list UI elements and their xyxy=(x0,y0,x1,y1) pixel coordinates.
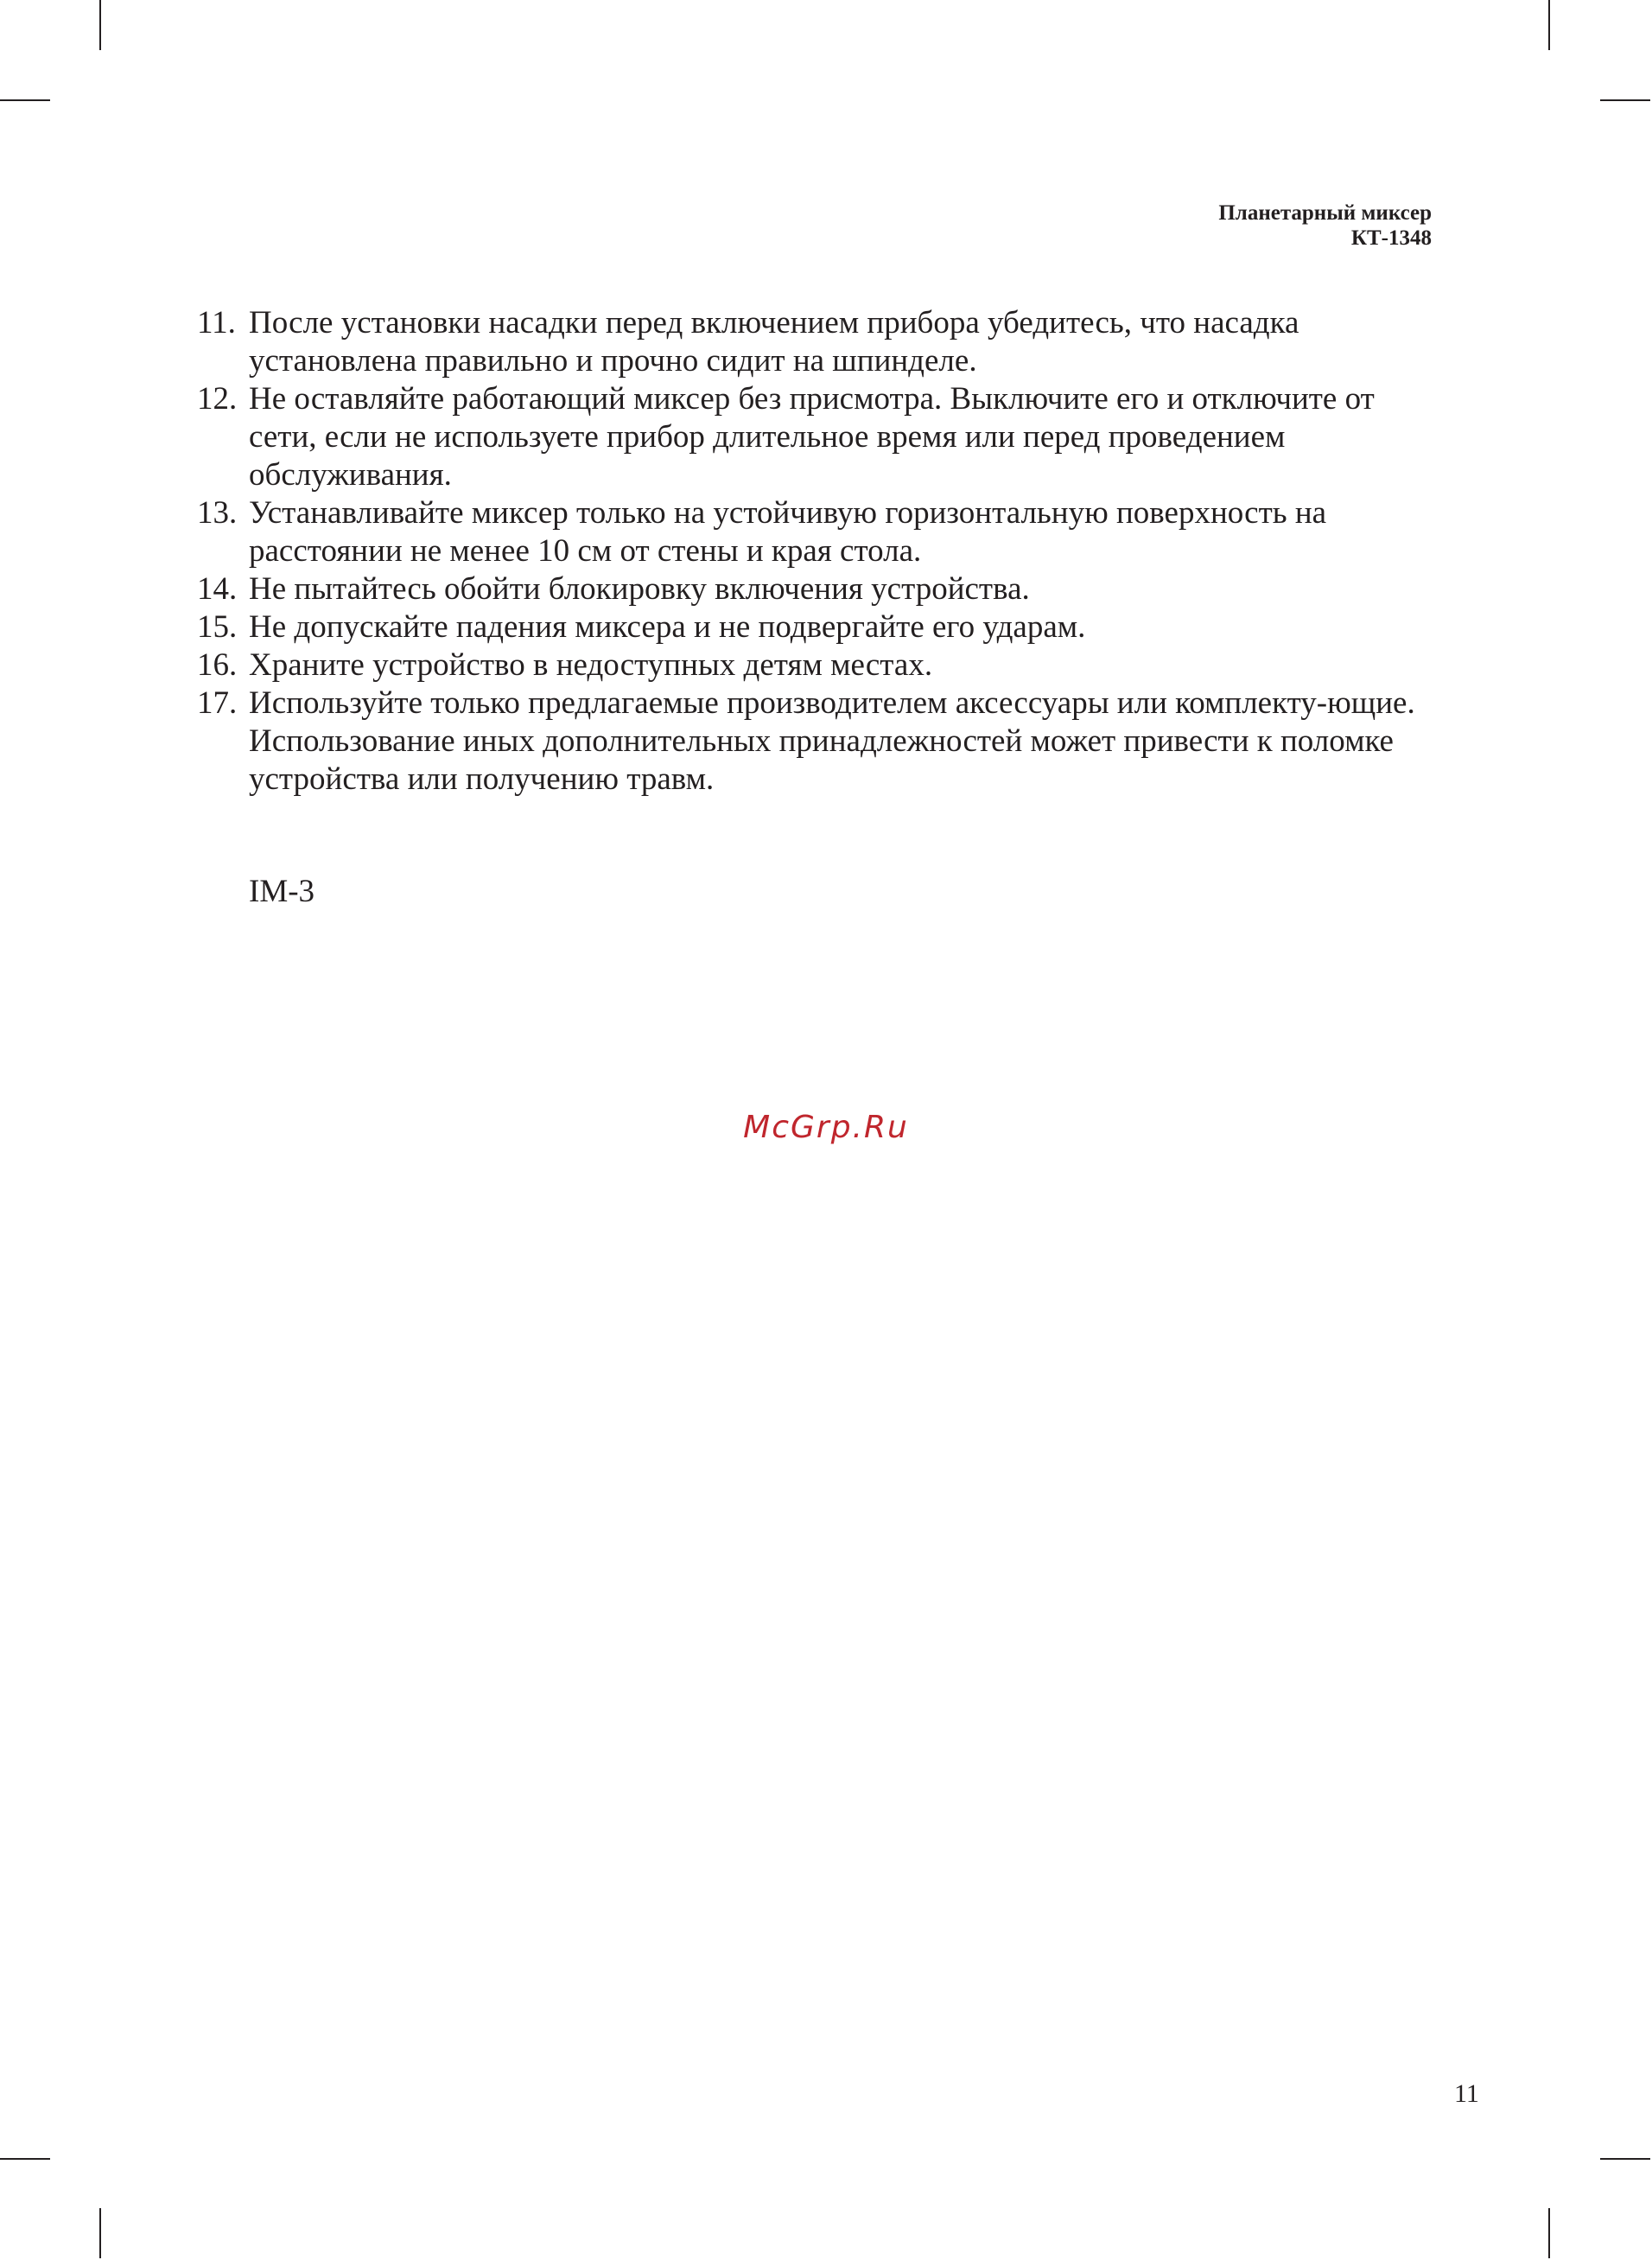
crop-mark-top-right-vertical xyxy=(1548,0,1550,50)
page-header xyxy=(1218,201,1432,251)
item-text: Используйте только предлагаемые производителем аксессуары или комплекту-ющие. Использование иных дополнительных принадлежностей может привести к поломке устройства или получению травм. xyxy=(249,685,1415,797)
product-name: Планетарный миксер xyxy=(1218,201,1432,225)
list-item xyxy=(197,570,1441,608)
crop-mark-bottom-left-horizontal xyxy=(0,2158,50,2160)
item-text: Не пытайтесь обойти блокировку включения устройства. xyxy=(249,571,1030,607)
safety-instructions-list xyxy=(197,304,1441,799)
item-number: 16. xyxy=(197,647,238,683)
list-item xyxy=(197,494,1441,570)
item-number: 13. xyxy=(197,495,238,531)
crop-mark-top-right-horizontal xyxy=(1600,99,1650,101)
item-number: 17. xyxy=(197,685,238,721)
item-number: 15. xyxy=(197,609,238,645)
list-item xyxy=(197,684,1441,799)
item-number: 11. xyxy=(197,305,236,341)
list-item xyxy=(197,646,1441,684)
item-text: Не допускайте падения миксера и не подвергайте его ударам. xyxy=(249,609,1086,645)
item-text: Устанавливайте миксер только на устойчивую горизонтальную поверхность на расстоянии не менее 10 см от стены и края стола. xyxy=(249,495,1327,569)
item-number: 14. xyxy=(197,571,238,607)
crop-mark-bottom-left-vertical xyxy=(99,2208,101,2258)
item-text: Храните устройство в недоступных детям местах. xyxy=(249,647,933,683)
list-item xyxy=(197,380,1441,494)
list-item xyxy=(197,608,1441,646)
item-number: 12. xyxy=(197,381,238,417)
crop-mark-bottom-right-horizontal xyxy=(1600,2158,1650,2160)
crop-mark-top-left-horizontal xyxy=(0,99,50,101)
item-text: После установки насадки перед включением прибора убедитесь, что насадка установлена правильно и прочно сидит на шпинделе. xyxy=(249,305,1299,379)
list-item xyxy=(197,304,1441,380)
model-code: IM-3 xyxy=(249,874,315,909)
page-number: 11 xyxy=(1454,2079,1479,2108)
watermark-link[interactable]: McGrp.Ru xyxy=(743,1110,909,1145)
product-model: КТ-1348 xyxy=(1350,226,1432,250)
crop-mark-bottom-right-vertical xyxy=(1548,2208,1550,2258)
item-text: Не оставляйте работающий миксер без присмотра. Выключите его и отключите от сети, если не используете прибор длительное время или перед проведением обслуживания. xyxy=(249,381,1375,493)
crop-mark-top-left-vertical xyxy=(99,0,101,50)
